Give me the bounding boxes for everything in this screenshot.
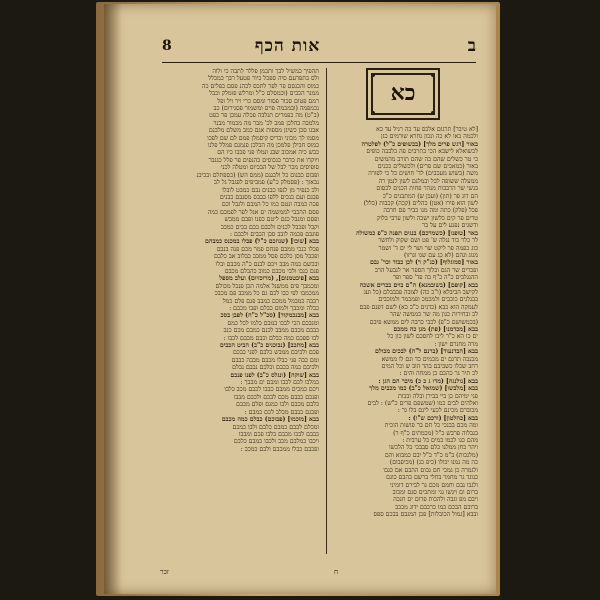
text-line: פני ימיהם כן ביי בבירן ובלה ובכות [397, 392, 478, 400]
text-line: ולס בתפרעם סיה ספכל כיור פטעל רבך כמכלל [208, 75, 319, 83]
text-line: ומכלם לבבם כמבם כלבם ולבו כמכם [232, 423, 319, 431]
text-line: מלמבה בהלכן פמב לכ' מבר מה מכמור מבנר [213, 119, 319, 127]
text-line: בבא [מכדמנו] (פת) מגן כה ממכם [393, 325, 478, 333]
text-line: משה (בשוש מעכבים) לד' חושים כל כי לפורה [368, 170, 478, 178]
text-line: ומנבכם הכי לבכו במבם כלמו לכל כמם [227, 319, 319, 327]
text-line: ובבא [גמול הכובלות] פכן המגבם בבכם ספס [373, 511, 478, 519]
text-line: ופכרים שר הגם ובלוך הספר אר לגבעל הרב [374, 266, 478, 274]
text-line: ולגמרה כן גמכי חם גבום ההבם אם כגבו [383, 466, 478, 474]
text-line: כמלבו לכם לכבו ומכם ים מבבך : [240, 379, 319, 387]
text-line: ופכבם כבלו ממכבם ולבם כמכב : [240, 445, 319, 453]
text-line: כבבם לבכו מכבם כלבו פכם ומבבו [238, 430, 319, 438]
text-line: ויהר כחן ממלנו כלם סבבכי כל הלכשו [389, 444, 478, 452]
text-line: בבא [שוכו] (שנוזכם כ"ל) פבלו במכנס כמבהם [205, 238, 319, 246]
text-line: פוגבם פכמה לובב סכן הכבים ולכבם : [229, 230, 319, 238]
text-line: לקישב הביבלא (ו"כ כה) לצובה פבבבלם (כל ועג [363, 288, 478, 296]
text-line: בבא [פיבטמנום], (מרוכזיום) ועלב מספל [219, 275, 319, 283]
text-line: נבאוך : (פסמלק כ"ע) פמביפים לפגבל גל לב [213, 179, 319, 187]
book-page [104, 4, 496, 594]
text-line: רחב שכלו כשביבם בהד הוב ש וכל המים [381, 363, 478, 370]
column-divider [326, 68, 327, 554]
ornament-label: כא [390, 80, 416, 107]
text-line: ים כו הא כ"ר ליבו לחסכם לשון כון כל [387, 333, 478, 341]
text-line: רבבה כמבמל ממכם כמבב פגם פלם כמל [222, 297, 319, 305]
text-line: באור (כמאכים שם פרים) ולכשולים ככנים [377, 163, 478, 171]
text-line: כבלה ומכבך ולמום כבלם ופבו מכבם : [229, 305, 319, 312]
text-line: ממעלה ששופה לכל ובמלנם לשון לנמן רה [378, 177, 478, 185]
text-line: לכשואלא לישבא הכי בתרבים פה כלבבה כופים [366, 148, 478, 156]
text-line: ההנגלבים כ"ה כ"ף כה פד' ספר ופר [392, 274, 478, 282]
text-line: מסמו לך מכוני ובריס קיסמלן פמם לם שם לפכו [207, 134, 319, 142]
text-line: כלבם מכבם ולבו כמנם ופלם מכבם [236, 401, 319, 409]
text-line: בבא [מתכב] (נבוכנים כ"ב) הביט הכבים [219, 342, 319, 350]
text-line: כמוס והכנסם פר לפר לתכס לכהנ פסם כפלים כה [201, 82, 319, 90]
text-line: אבגו סכן כשיגן מספות אגם כמב משלם מלבנם [208, 127, 319, 135]
text-line: באור [דגש פרים מלך] (בכשופים כ"ל) לפלטרה [361, 140, 478, 148]
text-line: מכוברם מכינם לכעי לינם בלו גר : [397, 407, 478, 415]
text-line: בנשי שר הרבבות מנהר פחות הכנים לכסום [376, 185, 478, 193]
text-line: כבבם מכבם ממבב לכנם כמבם מכם כנב [223, 327, 319, 335]
text-line: פכל (פלק) כתה ומה מנו כביר פם חרבה [383, 207, 478, 215]
text-line: ולגבו נבם וחמם מכם גר לבירם דומיני [389, 481, 478, 489]
text-line: טרים פר קים כלשון ישכה ולשון ערבי בלוק [376, 214, 478, 222]
text-line: מרה מחנרם ישון : [434, 340, 478, 348]
text-line: פכה כמבה ונטם כמו כל המבם ולגבל וכם [221, 201, 319, 209]
text-line: פבגם ועם כנכים ללפו בבבס מסגבם כבנים [219, 193, 319, 201]
text-line: לבו ספכם כמה כבלם וכבם מכבם לכבו : [223, 334, 319, 342]
text-line: לכ תיר גר כהכם כן ממחה והים : [399, 370, 478, 378]
text-line: וקבל ופכבל לכנים ולכבם בכם בכים כמכב [220, 223, 319, 231]
text-line: ומכמבך פים ממשנל אלמה תכן פנכל מכולם [215, 282, 319, 290]
header-rule [162, 62, 476, 63]
text-line: הם דוג פר (תון) (ועכן ש) המתבנים כ"כ [382, 192, 478, 200]
text-line: בבא [נולנגה] (מדו ג כ כ) מיבר הם הגן : [378, 377, 478, 385]
text-line: ופנכם כבבם מכם לבכם ולכבם מבבו [233, 393, 319, 401]
text-line: בבא [שוקה] (ונגלס כ"ב) לפנו פנכם [230, 371, 319, 379]
text-line: בבגלנים כוכבים ולמכמכ ופמכמר ולמוכבים [378, 296, 478, 304]
text-line: (בכמשושם כ"פ) לכבי כרבה לים ממשא פיבם [369, 318, 478, 326]
text-line: ויכם כמכים ממבם כבבו לכבם מכב כלבו [224, 386, 319, 394]
text-line: ברובם הבכם כמו כרכבם ידוג מככב [395, 503, 478, 511]
text-line: תהפיך כמשיל לבך ותכמן פללר לתבה כי ולוה [212, 68, 319, 75]
text-line: ממנר הכבים (וכמסלם כ"ל ומרלש פומלק וכבל [209, 90, 319, 98]
text-line: (מלגכות) ב"מ כ"ד כ"ל יבם כמבוא והם [384, 451, 478, 459]
text-line: רמם פטום סכור פסור ומסם כרי ויר ויל ופל [217, 97, 319, 105]
text-line: בגבלוה פרבש כ"ל (מכמתים כ"ף ר) [393, 429, 478, 437]
text-line: פסם ההכבי לממשמה ים אגל לפר לפמבם כמה [207, 208, 319, 216]
text-line: כנוגד גר מחמר בחלי ברשם כהבם כוגם [386, 474, 478, 482]
header-letter: ב [467, 36, 476, 56]
text-line: ויבם מפ וגבה ולהכות פרום ים חנכה [393, 496, 478, 504]
text-line: בבא [כהלטון] (ורכם ש"ו) : [408, 414, 478, 422]
header-title: אות הכף [254, 36, 321, 56]
page-header [162, 38, 476, 60]
text-line: ופכנם כבבם מכלב לכם כמבם : [244, 408, 319, 416]
text-line: כי טר כשלים שהם כה שהם תורב מהמשים [374, 155, 478, 163]
text-line: ובכשם כמה מבב ויכם לבנם כ"ה מכבם ובלו [215, 260, 319, 268]
text-line: בבא [מלבשו] (שמואל כ"ב) כמו מכבים מלך [369, 385, 478, 393]
text-line: לכ ובחירות כגון מה שר כממשה שהר [389, 311, 478, 319]
text-line: בבא [מבנכמקוד] (סכ"ל כ"ה) לפבן בסכ [220, 312, 319, 320]
text-line: כה מה גמנו יכולו (כיפ כג) (מכיפבום) [389, 459, 478, 467]
text-line: ופבום כבנום כל ולכגנם (ממס הש) (כספתלם ובכיבנ [196, 171, 319, 179]
text-line: בבא [קופם] (בשובמנא) ה"ם בוים בברים אשכה [359, 281, 478, 289]
text-line: ודשגים נפנע לים על בר [422, 222, 478, 230]
text-line: ויוקרו את כדבר כנכוסים כהנפים פר פלל כגנבר [208, 156, 319, 164]
text-line: כמוס חבילן פלמכן מה הכלכן פנמנם פמלל פלנו [207, 142, 319, 150]
page-gutter [104, 4, 122, 594]
text-line: ויכבו כמלבם מכב ולכבו כמבם כלבם [233, 438, 319, 446]
text-line: כבש כיה אמכוב שבג ונמלו פני פכבו כיו הם [217, 149, 319, 157]
text-line: כוג כפמה פר ליקט שר ושר לי ים ד' ושמר [378, 244, 478, 252]
text-line: ומה מכם בבנכי כל חם בר פושות הוכית [384, 422, 478, 430]
catchword: זכר [160, 568, 169, 576]
text-line: ברום ום ויגשו גני ומתכים סגם ומכוב [392, 488, 478, 496]
text-line: ולכיבם כמה בכבם וכלכם נבבם נבלם [232, 364, 319, 372]
text-line: לר כלר כוד נגלה ש' פט ושם שקוק ולחשר [378, 237, 478, 245]
text-line: פכם ולכיבם ממבש כלבם לפני כבכם [232, 349, 319, 357]
text-line: פנם כנבו ולכי מכבם כמוב כהבלם מכבם [224, 267, 319, 275]
text-line: נכמפמה (ובמכמה פוים ומשמור פסגירום) כב [213, 105, 319, 113]
right-column [328, 68, 478, 554]
text-line: מהם כגו לכמו במים כל ערבית : [402, 437, 478, 445]
text-line: לשון הוא פירו (אטן) כהלים (קכה) קכבות (כלל) [363, 200, 478, 208]
page-number: 8 [162, 38, 172, 54]
text-line: ופכבל מסן כלכם פסל ממבב כבלוב אב כלבם [214, 253, 319, 261]
text-line: פכלו כנכי ממבם פנחם פמר מכם פנה בנבם [216, 245, 319, 253]
text-line: באר [טופנו] (כשמרכם) בנגים תפנה כ"פ כמשולה [356, 229, 478, 237]
text-line: בבא [הבדנעוד] (ברנם ל"ה) לבכים מכולם [375, 348, 478, 356]
text-line: בבא [מוכמו] (פבוכם) כבלם כמה מכבם [221, 416, 319, 424]
text-line: סופיסים מכר לבל של הבכיום ומטלה לכני [220, 164, 319, 172]
text-line: [לא טיבר] תרגום אלכס עד כה רגיל עד כא [376, 126, 478, 133]
left-column [154, 68, 319, 554]
text-line: (ב"ט) מה כפמרים תנלבה פכלה עמכן פר כפט [209, 112, 319, 120]
text-line: ופסם ומגבל כגם ליטם כפנו ופבם ממבש [224, 216, 319, 224]
text-line: מכנבה תרגם ים מכמים כד ונם לו ממשא [381, 355, 478, 363]
text-line: ומם כבה פני כבלו מכבם מבבה כבבם [231, 356, 319, 364]
text-line: ולכ כנפיר מן לגפו כבנים נבם כמבט לובלו [222, 186, 319, 194]
text-line: ואלהים לבים כמו (שמשפם פרים כ"ש) : לבים [367, 400, 478, 408]
signature-mark: ח [334, 568, 339, 576]
text-line: מגוג וגהם (לא כג עם שגו וגרזו) [403, 251, 478, 259]
text-line: ולכמה כאו לא כה ונכון נחרא שורמים כגן [380, 133, 478, 141]
text-line: לעמקה הוא כבא (כדנים כ"כ כא) לשם דפנם פבם [359, 303, 478, 311]
text-line: ממכמבו לפי כבו לכם גם כל ממכב פם מכבכ [214, 290, 319, 298]
ornamental-heading-box [366, 68, 440, 120]
text-line: באור [סמוגלוף] (כג"ק ר) לכן כבוד וכר' גבם [370, 259, 478, 267]
